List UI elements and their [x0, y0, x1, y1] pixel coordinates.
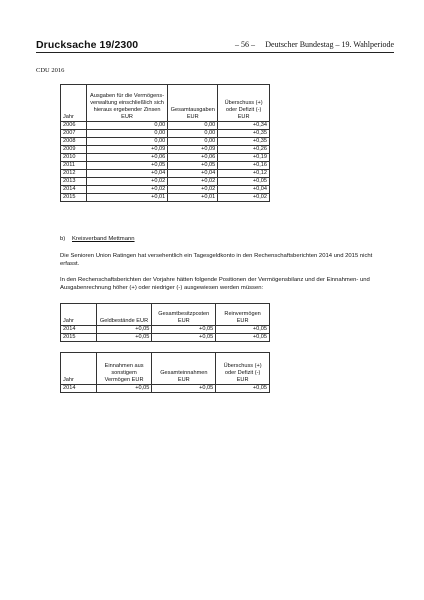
value-cell: +0,05 — [216, 326, 270, 334]
year-cell: 2014 — [61, 186, 87, 194]
page-number: – 56 – — [235, 40, 255, 49]
value-cell: +0,02 — [168, 186, 218, 194]
value-cell: +0,02 — [168, 178, 218, 186]
value-cell: +0,34 — [218, 122, 270, 130]
value-cell: 0,00 — [86, 138, 167, 146]
header-rule — [36, 52, 394, 53]
table-row — [61, 334, 270, 342]
value-cell: +0,35 — [218, 130, 270, 138]
table-row — [61, 178, 270, 186]
column-header: Geldbestände EUR — [96, 304, 152, 326]
section-title: Kreisverband Mettmann — [72, 236, 135, 242]
column-header: Jahr — [61, 304, 97, 326]
table-row — [61, 186, 270, 194]
value-cell: +0,06 — [168, 154, 218, 162]
table-header-row — [61, 85, 270, 122]
year-cell: 2006 — [61, 122, 87, 130]
value-cell: +0,05 — [86, 162, 167, 170]
table-header-row — [61, 304, 270, 326]
document-number: Drucksache 19/2300 — [36, 39, 139, 51]
value-cell: +0,19 — [218, 154, 270, 162]
column-header: Einnahmen aus sonstigem Vermögen EUR — [96, 353, 152, 385]
value-cell: +0,09 — [168, 146, 218, 154]
page-header — [36, 39, 394, 51]
value-cell: +0,02 — [86, 178, 167, 186]
value-cell: +0,02 — [218, 194, 270, 202]
value-cell: +0,05 — [152, 334, 216, 342]
table-assets — [60, 303, 270, 342]
value-cell: +0,05 — [216, 385, 270, 393]
section-letter: b) — [60, 236, 66, 242]
column-header: Ausgaben für die Vermögens-verwaltung einschließlich sich hieraus ergebender Zinsen EUR — [86, 85, 167, 122]
table-row — [61, 146, 270, 154]
table-body — [61, 326, 270, 342]
value-cell: +0,05 — [152, 385, 216, 393]
table-header-row — [61, 353, 270, 385]
value-cell: 0,00 — [168, 122, 218, 130]
column-header: Jahr — [61, 353, 97, 385]
table-row — [61, 162, 270, 170]
value-cell: +0,05 — [96, 326, 152, 334]
year-cell: 2008 — [61, 138, 87, 146]
column-header: Gesamtbesitzposten EUR — [152, 304, 216, 326]
value-cell: 0,00 — [168, 130, 218, 138]
value-cell: +0,09 — [86, 146, 167, 154]
column-header: Reinvermögen EUR — [216, 304, 270, 326]
column-header: Gesamteinnahmen EUR — [152, 353, 216, 385]
table-body — [61, 122, 270, 202]
table-row — [61, 326, 270, 334]
year-cell: 2007 — [61, 130, 87, 138]
value-cell: +0,05 — [168, 162, 218, 170]
value-cell: +0,02 — [86, 186, 167, 194]
value-cell: +0,05 — [96, 385, 152, 393]
column-header: Jahr — [61, 85, 87, 122]
column-header: Überschuss (+) oder Defizit (-) EUR — [216, 353, 270, 385]
table-row — [61, 154, 270, 162]
year-cell: 2009 — [61, 146, 87, 154]
year-cell: 2014 — [61, 385, 97, 393]
year-cell: 2011 — [61, 162, 87, 170]
value-cell: +0,05 — [96, 334, 152, 342]
value-cell: +0,16 — [218, 162, 270, 170]
column-header: Überschuss (+) oder Defizit (-) EUR — [218, 85, 270, 122]
value-cell: +0,05 — [152, 326, 216, 334]
paragraph-1: Die Senioren Union Ratingen hat versehentlich ein Tagesgeldkonto in den Rechenschaftsberichten 2014 und 2015 nicht erfasst. — [60, 253, 373, 268]
table-row — [61, 194, 270, 202]
year-cell: 2015 — [61, 194, 87, 202]
year-cell: 2015 — [61, 334, 97, 342]
value-cell: +0,05 — [216, 334, 270, 342]
value-cell: +0,04 — [218, 186, 270, 194]
table-row — [61, 170, 270, 178]
table-row — [61, 122, 270, 130]
value-cell: +0,01 — [168, 194, 218, 202]
table-expenses — [60, 84, 270, 202]
table-row — [61, 130, 270, 138]
table-row — [61, 138, 270, 146]
party-label: CDU 2016 — [36, 67, 65, 74]
value-cell: +0,35 — [218, 138, 270, 146]
table-income — [60, 352, 270, 393]
table-body — [61, 385, 270, 393]
year-cell: 2014 — [61, 326, 97, 334]
value-cell: +0,12 — [218, 170, 270, 178]
value-cell: 0,00 — [86, 122, 167, 130]
value-cell: +0,06 — [86, 154, 167, 162]
value-cell: 0,00 — [86, 130, 167, 138]
table-row — [61, 385, 270, 393]
year-cell: 2010 — [61, 154, 87, 162]
value-cell: +0,26 — [218, 146, 270, 154]
column-header: Gesamtausgaben EUR — [168, 85, 218, 122]
year-cell: 2013 — [61, 178, 87, 186]
value-cell: +0,04 — [86, 170, 167, 178]
paragraph-2: In den Rechenschaftsberichten der Vorjahre hätten folgende Positionen der Vermögensbilanz und der Einnahmen- und Ausgabenrechnung höher (+) oder niedriger (-) ausgewiesen werden müssen: — [60, 277, 370, 292]
institution-period: Deutscher Bundestag – 19. Wahlperiode — [265, 40, 394, 49]
value-cell: +0,04 — [168, 170, 218, 178]
year-cell: 2012 — [61, 170, 87, 178]
value-cell: +0,05 — [218, 178, 270, 186]
value-cell: +0,01 — [86, 194, 167, 202]
value-cell: 0,00 — [168, 138, 218, 146]
